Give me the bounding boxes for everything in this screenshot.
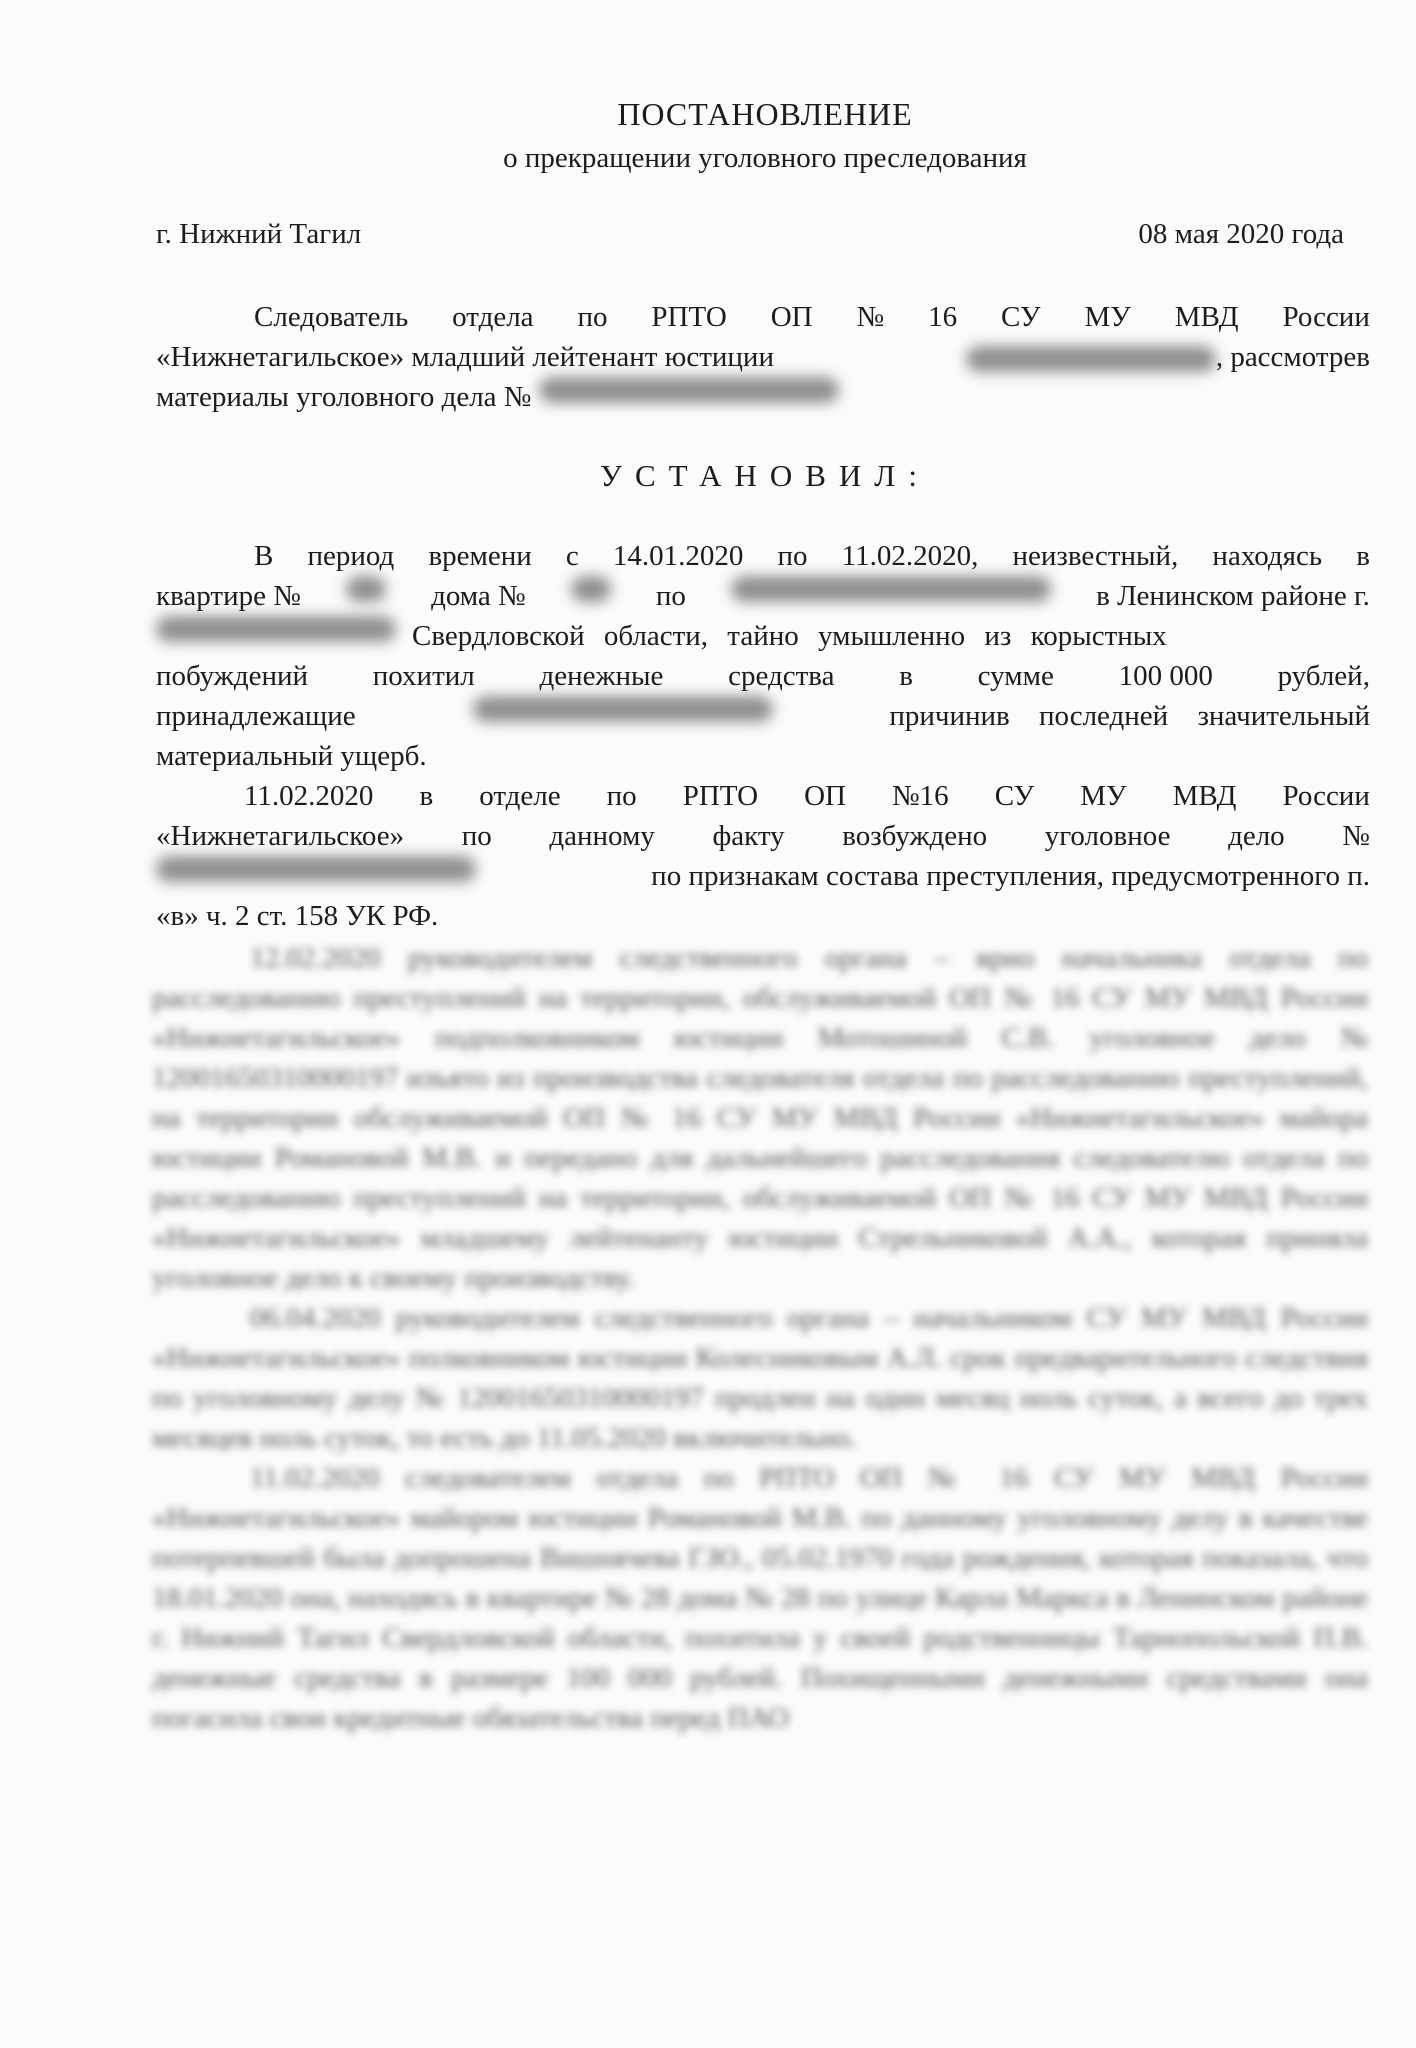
- word: по: [606, 780, 637, 812]
- intro-line-1: [156, 297, 1370, 337]
- word: возбуждено: [842, 820, 988, 852]
- document-title: ПОСТАНОВЛЕНИЕ: [617, 96, 913, 132]
- p2-line-4: [156, 896, 1370, 936]
- word: №: [1342, 820, 1370, 852]
- p1-line-2: [156, 576, 1370, 616]
- word: 14.01.2020: [612, 540, 744, 572]
- redacted-victim-name: [473, 696, 773, 722]
- word: неизвестный,: [1012, 540, 1179, 572]
- word: период: [307, 540, 395, 572]
- intro-line-2: [156, 337, 1370, 377]
- word: по: [461, 820, 492, 852]
- redacted-street: [731, 576, 1051, 602]
- text-span: «Нижнетагильское» младший лейтенант юстиции: [156, 341, 774, 373]
- word: «Нижнетагильское»: [156, 820, 405, 852]
- text-span: дома №: [431, 580, 526, 612]
- word: факту: [712, 820, 785, 852]
- word: уголовное: [1044, 820, 1171, 852]
- p2-line-3: [156, 856, 1370, 896]
- text-span: в Ленинском районе г.: [1096, 580, 1370, 612]
- p1-line-5: [156, 696, 1370, 736]
- word: 16: [928, 301, 958, 333]
- word: ОП: [804, 780, 846, 812]
- word: средства: [728, 660, 835, 692]
- word: РПТО: [682, 780, 759, 812]
- intro-line-3: [156, 377, 1370, 417]
- city: г. Нижний Тагил: [156, 218, 362, 250]
- p2-line-2: [156, 816, 1370, 856]
- blurred-text-block: [152, 938, 1368, 1738]
- blurred-paragraph: 12.02.2020 руководителем следственного органа – врио начальника отдела по расследованию преступлений на территории, обслуживаемой ОП № 16 СУ МУ МВД России «Нижнетагильское» подполковником юстиции Мотошиной С.В. уголовное дело № 12001650310000197 изъято из производства следователя отдела по расследованию преступлений, на территории обслуживаемой ОП № 16 СУ МУ МВД России «Нижнетагильское» майора юстиции Романовой М.В. и передано для дальнейшего расследования следователю отдела по расследованию преступлений на территории, обслуживаемой ОП № 16 СУ МУ МВД России «Нижнетагильское» младшему лейтенанту юстиции Стрельниковой А.А., которая приняла уголовное дело к своему производству.: [152, 942, 1368, 1294]
- word: России: [1282, 301, 1370, 333]
- word: отдела: [452, 301, 534, 333]
- text-span: , рассмотрев: [1215, 341, 1370, 373]
- document-subtitle: о прекращении уголовного преследования: [503, 142, 1027, 174]
- word: в: [419, 780, 434, 812]
- text-span: по признакам состава преступления, предусмотренного п.: [651, 860, 1370, 892]
- word: 11.02.2020,: [841, 540, 979, 572]
- word: рублей,: [1277, 660, 1370, 692]
- text-span: материальный ущерб.: [156, 740, 427, 772]
- redacted-case-number: [539, 377, 839, 403]
- word: времени: [428, 540, 532, 572]
- paragraph-1: [156, 536, 1370, 776]
- word: СУ: [994, 780, 1035, 812]
- word: №: [856, 301, 885, 333]
- redacted-city: [156, 616, 396, 642]
- redacted-house: [571, 576, 611, 602]
- p1-line-1: [156, 536, 1370, 576]
- word: МВД: [1172, 780, 1237, 812]
- blurred-paragraph: 06.04.2020 руководителем следственного органа – начальником СУ МУ МВД России «Нижнетагильское» полковником юстиции Колесниковым А.Л. срок предварительного следствия по уголовному делу № 12001650310000197 продлен на один месяц ноль суток, а всего до трех месяцев ноль суток, то есть до 11.05.2020 включительно.: [152, 1302, 1368, 1454]
- word: отделе: [479, 780, 561, 812]
- word: МУ: [1084, 301, 1131, 333]
- intro-paragraph: [156, 297, 1370, 417]
- word: сумме: [977, 660, 1054, 692]
- text-span: материалы уголовного дела №: [156, 381, 532, 413]
- text-span: «в» ч. 2 ст. 158 УК РФ.: [156, 900, 439, 932]
- word: СУ: [1001, 301, 1041, 333]
- word: Следователь: [254, 301, 409, 333]
- document-date: 08 мая 2020 года: [1138, 218, 1344, 250]
- p1-line-6: [156, 736, 1370, 776]
- p1-line-3: [156, 616, 1370, 656]
- word: РПТО: [651, 301, 727, 333]
- redacted-case-number: [156, 856, 476, 882]
- text-span: причинив последней значительный: [889, 700, 1370, 732]
- word: побуждений: [156, 660, 309, 692]
- word: похитил: [372, 660, 475, 692]
- text-span: принадлежащие: [156, 700, 356, 732]
- redacted-name: [966, 346, 1216, 372]
- word: находясь: [1212, 540, 1323, 572]
- word: денежные: [539, 660, 664, 692]
- word: России: [1282, 780, 1370, 812]
- p1-line-4: [156, 656, 1370, 696]
- text-span: Свердловской области, тайно умышленно из корыстных: [412, 620, 1167, 652]
- redacted-apartment: [346, 576, 386, 602]
- text-span: по: [655, 580, 686, 612]
- word: МУ: [1080, 780, 1127, 812]
- word: дело: [1228, 820, 1285, 852]
- section-heading: УСТАНОВИЛ:: [600, 458, 930, 493]
- word: в: [1356, 540, 1370, 572]
- word: ОП: [770, 301, 813, 333]
- word: 100 000: [1118, 660, 1213, 692]
- word: по: [577, 301, 608, 333]
- paragraph-2: [156, 776, 1370, 936]
- word: данному: [549, 820, 655, 852]
- word: 11.02.2020: [244, 780, 374, 812]
- blurred-paragraph: 11.02.2020 следователем отдела по РПТО ОП № 16 СУ МУ МВД России «Нижнетагильское» майором юстиции Романовой М.В. по данному уголовному делу в качестве потерпевшей была допрошена Вишнячева Г.Ю., 05.02.1970 года рождения, которая показала, что 18.01.2020 она, находясь в квартире № 28 дома № 28 по улице Карла Маркса в Ленинском районе г. Нижний Тагил Свердловской области, похитила у своей родственницы Тарнопольской П.В. денежные средства в размере 100 000 рублей. Похищенными денежными средствами она погасила свои кредитные обязательства перед ПАО: [152, 1462, 1368, 1734]
- word: №16: [892, 780, 949, 812]
- word: В: [254, 540, 274, 572]
- word: по: [777, 540, 808, 572]
- text-span: квартире №: [156, 580, 301, 612]
- word: МВД: [1174, 301, 1239, 333]
- word: с: [565, 540, 579, 572]
- p2-line-1: [156, 776, 1370, 816]
- word: в: [899, 660, 913, 692]
